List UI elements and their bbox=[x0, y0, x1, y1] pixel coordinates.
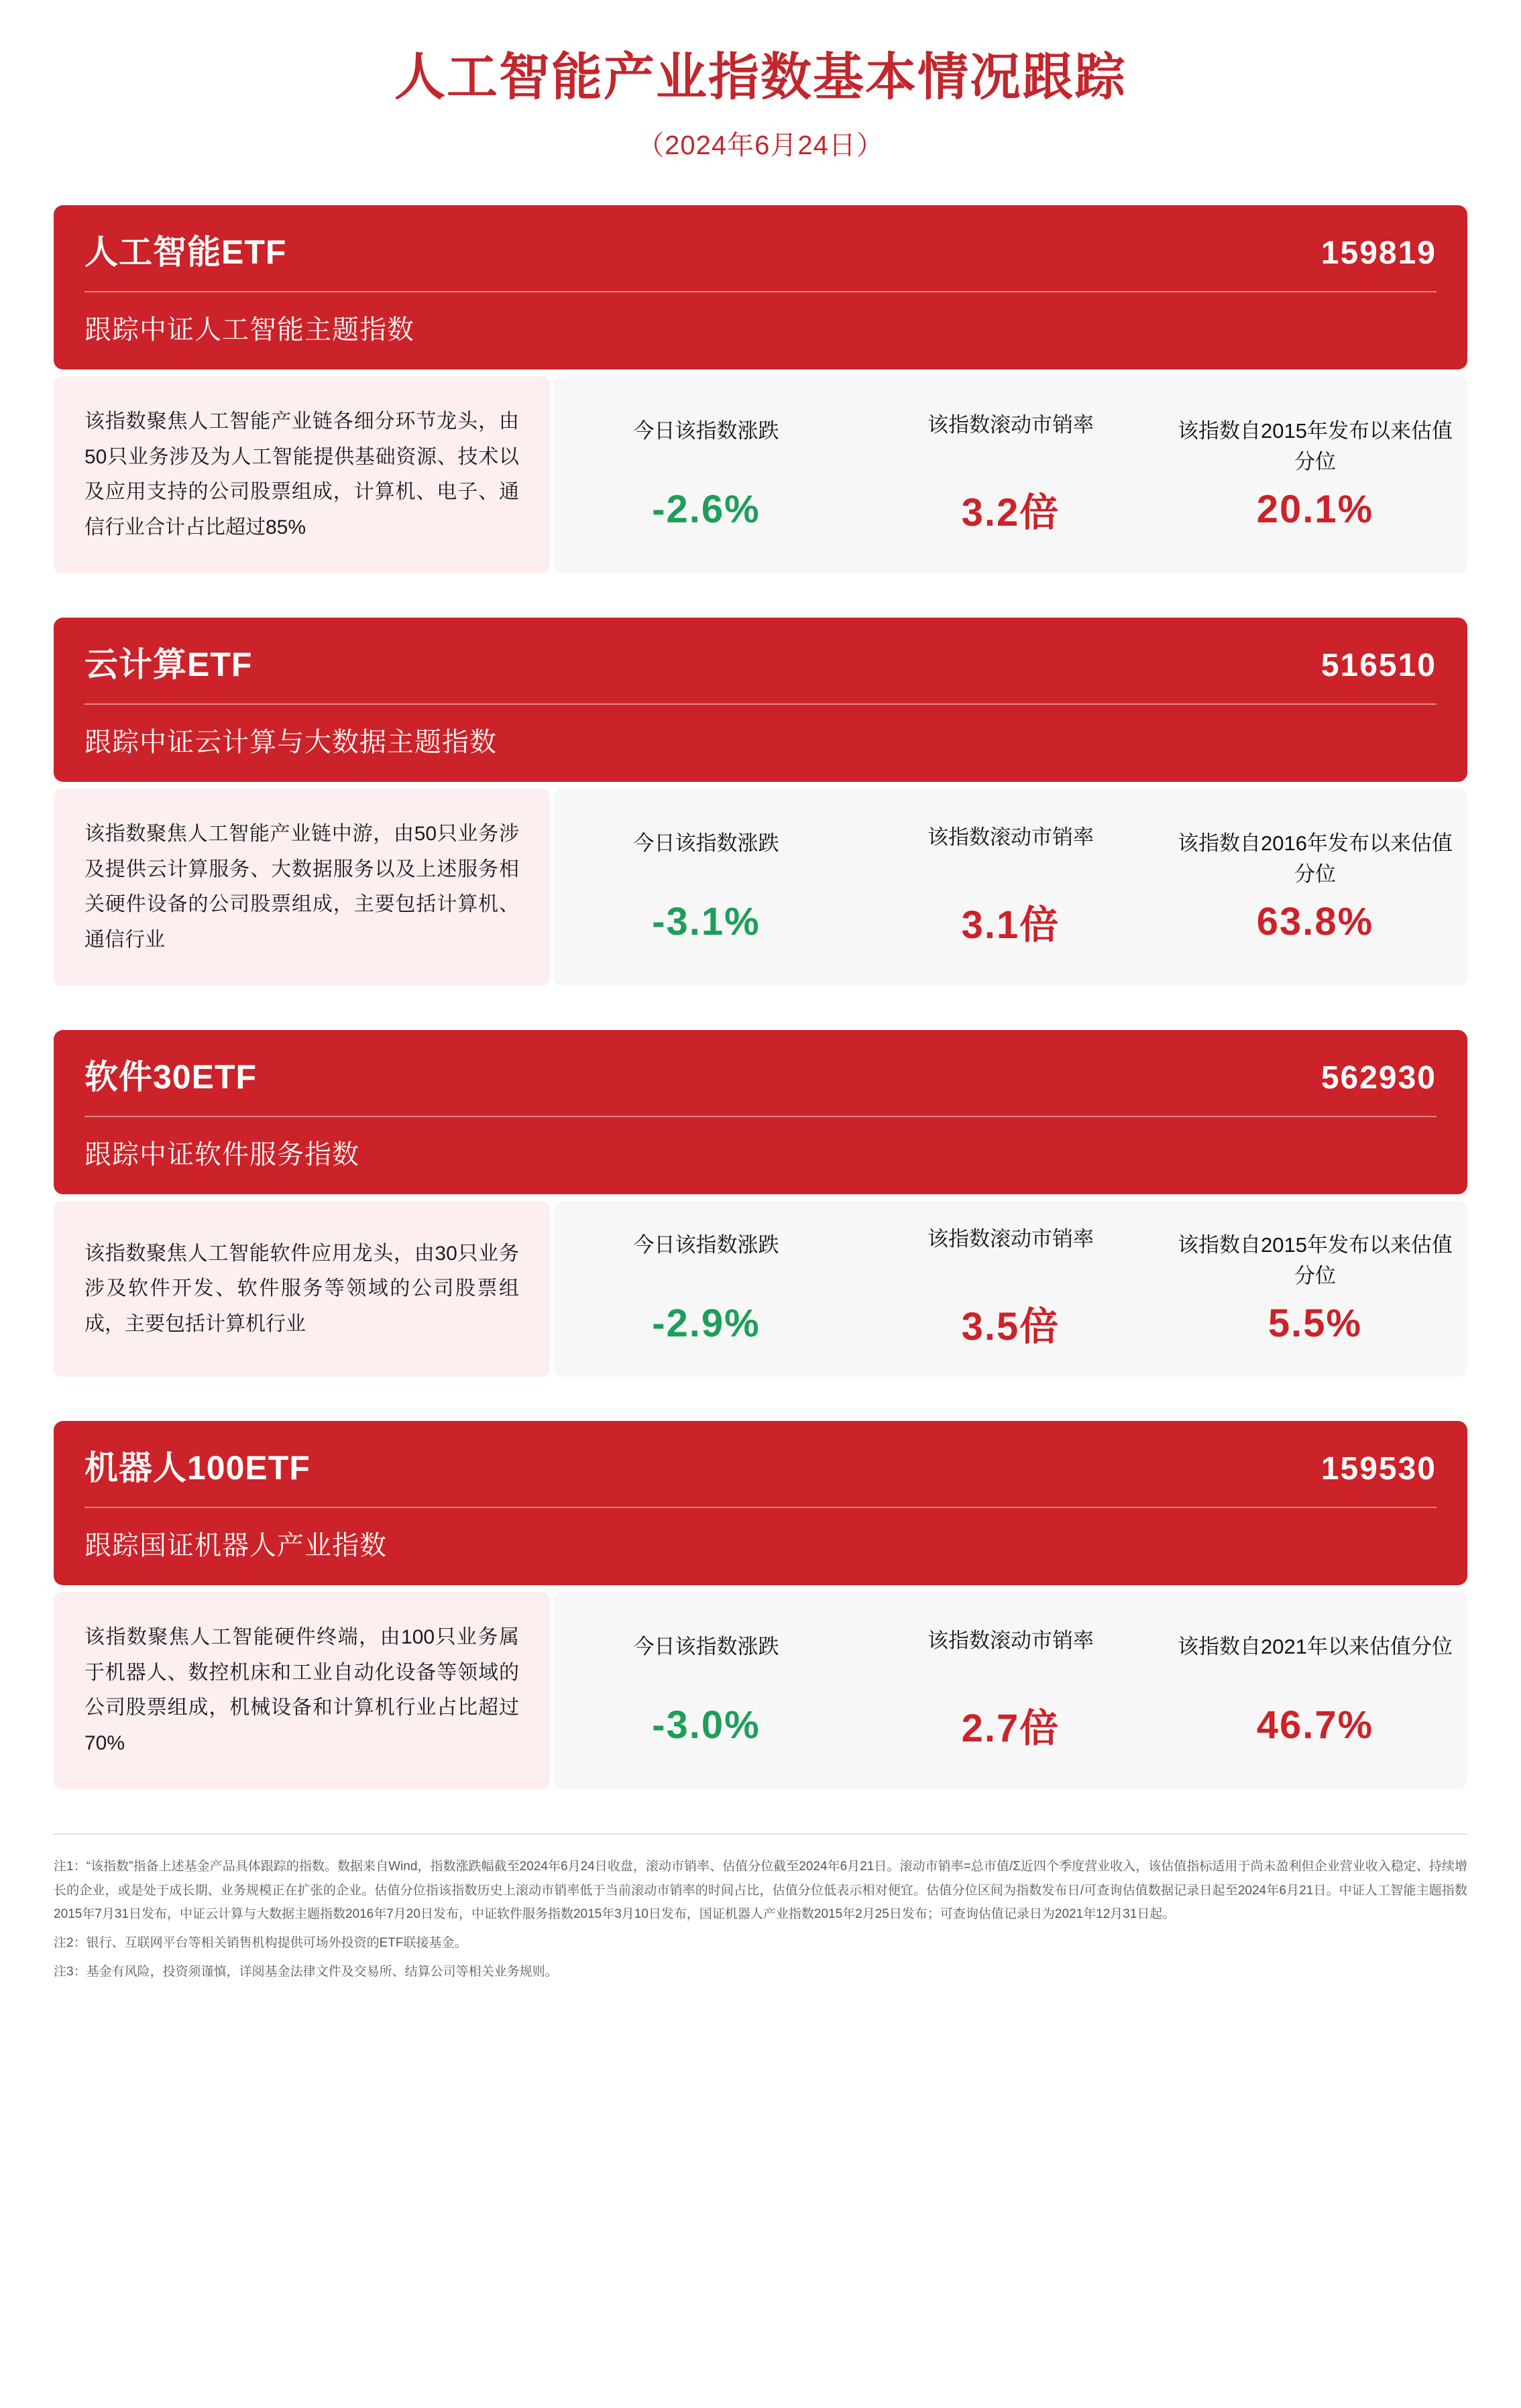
etf-description: 该指数聚焦人工智能软件应用龙头，由30只业务涉及软件开发、软件服务等领域的公司股票组成，主要包括计算机行业 bbox=[54, 1201, 550, 1377]
metric-label: 该指数自2015年发布以来估值分位 bbox=[1178, 1232, 1453, 1288]
footnote-3: 注3：基金有风险，投资须谨慎，详阅基金法律文件及交易所、结算公司等相关业务规则。 bbox=[54, 1964, 558, 1979]
etf-description: 该指数聚焦人工智能产业链中游，由50只业务涉及提供云计算服务、大数据服务以及上述服务相关硬件设备的公司股票组成，主要包括计算机、通信行业 bbox=[54, 789, 550, 986]
metric-valuation-percentile bbox=[1163, 1207, 1467, 1371]
etf-track-index: 跟踪国证机器人产业指数 bbox=[84, 1531, 387, 1561]
etf-name: 机器人100ETF bbox=[84, 1449, 311, 1487]
etf-metrics bbox=[554, 789, 1467, 986]
metric-value: -3.0% bbox=[652, 1703, 760, 1747]
footnote-1: 注1：“该指数”指备上述基金产品具体跟踪的指数。数据来自Wind，指数涨跌幅截至2024年6月24日收盘，滚动市销率、估值分位截至2024年6月21日。滚动市销率=总市值/Σ近四个季度营业收入，该估值指标适用于尚未盈利但企业营业收入稳定、持续增长的企业，或是处于成长期、业务规模正在扩张的企业。估值分位指该指数历史上滚动市销率低于当前滚动市销率的时间占比，估值分位低表示相对便宜。估值分位区间为指数发布日/可查询估值数据记录日起至2024年6月21日。中证人工智能主题指数2015年7月31日发布，中证云计算与大数据主题指数2016年7月20日发布，中证软件服务指数2015年3月10日发布，国证机器人产业指数2015年2月25日发布；可查询估值记录日为2021年12月31日起。 bbox=[54, 1859, 1467, 1921]
footnotes bbox=[54, 1833, 1467, 1984]
metric-label: 该指数自2015年发布以来估值分位 bbox=[1178, 418, 1453, 474]
etf-metrics bbox=[554, 376, 1467, 573]
metric-ps-ratio bbox=[858, 1603, 1163, 1778]
etf-card-list bbox=[0, 182, 1521, 1789]
metric-label: 今日该指数涨跌 bbox=[633, 1232, 779, 1257]
etf-name: 云计算ETF bbox=[84, 646, 253, 684]
etf-name: 软件30ETF bbox=[84, 1058, 258, 1096]
footnote-2: 注2：银行、互联网平台等相关销售机构提供可场外投资的ETF联接基金。 bbox=[54, 1935, 467, 1950]
metric-daily-change bbox=[554, 393, 858, 557]
etf-metrics bbox=[554, 1201, 1467, 1377]
etf-card-header bbox=[54, 1421, 1467, 1585]
etf-track-index: 跟踪中证软件服务指数 bbox=[84, 1140, 359, 1170]
metric-valuation-percentile bbox=[1163, 393, 1467, 557]
metric-label: 今日该指数涨跌 bbox=[633, 418, 779, 443]
etf-card-body bbox=[54, 1201, 1467, 1377]
etf-card bbox=[54, 205, 1467, 573]
page-header bbox=[0, 0, 1521, 182]
metric-value: 63.8% bbox=[1256, 899, 1374, 943]
metric-label: 该指数滚动市销率 bbox=[927, 413, 1094, 437]
etf-card-header-top bbox=[84, 225, 1436, 292]
etf-card bbox=[54, 1030, 1467, 1377]
etf-card-body bbox=[54, 789, 1467, 986]
etf-card bbox=[54, 1421, 1467, 1789]
metric-value: -2.6% bbox=[652, 487, 760, 531]
etf-card-header-top bbox=[84, 1050, 1436, 1117]
metric-label: 今日该指数涨跌 bbox=[633, 1634, 779, 1658]
etf-card-header bbox=[54, 205, 1467, 369]
metric-ps-ratio bbox=[858, 387, 1163, 563]
metric-label: 该指数滚动市销率 bbox=[927, 1629, 1094, 1653]
metric-daily-change bbox=[554, 1609, 858, 1773]
etf-card-header-top bbox=[84, 638, 1436, 705]
etf-code: 159819 bbox=[1320, 235, 1436, 272]
etf-card bbox=[54, 618, 1467, 986]
metric-label: 该指数自2021年以来估值分位 bbox=[1178, 1634, 1453, 1658]
etf-code: 562930 bbox=[1320, 1060, 1436, 1096]
etf-card-body bbox=[54, 376, 1467, 573]
metric-label: 该指数滚动市销率 bbox=[927, 825, 1094, 850]
page-title: 人工智能产业指数基本情况跟踪 bbox=[394, 49, 1127, 106]
etf-code: 159530 bbox=[1320, 1451, 1436, 1487]
metric-daily-change bbox=[554, 805, 858, 970]
metric-value: 2.7倍 bbox=[961, 1707, 1060, 1751]
metric-daily-change bbox=[554, 1207, 858, 1371]
etf-name: 人工智能ETF bbox=[84, 233, 287, 272]
etf-metrics bbox=[554, 1592, 1467, 1789]
etf-card-header bbox=[54, 618, 1467, 782]
metric-ps-ratio bbox=[858, 799, 1163, 975]
metric-value: 3.1倍 bbox=[961, 903, 1060, 948]
metric-value: -3.1% bbox=[652, 899, 760, 943]
metric-value: 5.5% bbox=[1268, 1301, 1363, 1345]
etf-code: 516510 bbox=[1320, 648, 1436, 684]
metric-label: 今日该指数涨跌 bbox=[633, 831, 779, 855]
etf-card-body bbox=[54, 1592, 1467, 1789]
metric-valuation-percentile bbox=[1163, 805, 1467, 970]
metric-value: 3.5倍 bbox=[961, 1305, 1060, 1349]
etf-track-index: 跟踪中证人工智能主题指数 bbox=[84, 315, 414, 345]
metric-label: 该指数滚动市销率 bbox=[927, 1227, 1094, 1251]
page-subtitle: （2024年6月24日） bbox=[637, 131, 884, 161]
metric-label: 该指数自2016年发布以来估值分位 bbox=[1178, 831, 1453, 886]
metric-value: 3.2倍 bbox=[961, 491, 1060, 535]
metric-ps-ratio bbox=[858, 1201, 1163, 1377]
metric-value: 46.7% bbox=[1256, 1703, 1374, 1747]
etf-track-index: 跟踪中证云计算与大数据主题指数 bbox=[84, 728, 497, 758]
metric-value: -2.9% bbox=[652, 1301, 760, 1345]
metric-value: 20.1% bbox=[1256, 487, 1374, 531]
etf-card-header-top bbox=[84, 1441, 1436, 1508]
etf-card-header bbox=[54, 1030, 1467, 1194]
etf-description: 该指数聚焦人工智能硬件终端，由100只业务属于机器人、数控机床和工业自动化设备等领域的公司股票组成，机械设备和计算机行业占比超过70% bbox=[54, 1592, 550, 1789]
etf-description: 该指数聚焦人工智能产业链各细分环节龙头，由50只业务涉及为人工智能提供基础资源、技术以及应用支持的公司股票组成，计算机、电子、通信行业合计占比超过85% bbox=[54, 376, 550, 573]
metric-valuation-percentile bbox=[1163, 1609, 1467, 1773]
